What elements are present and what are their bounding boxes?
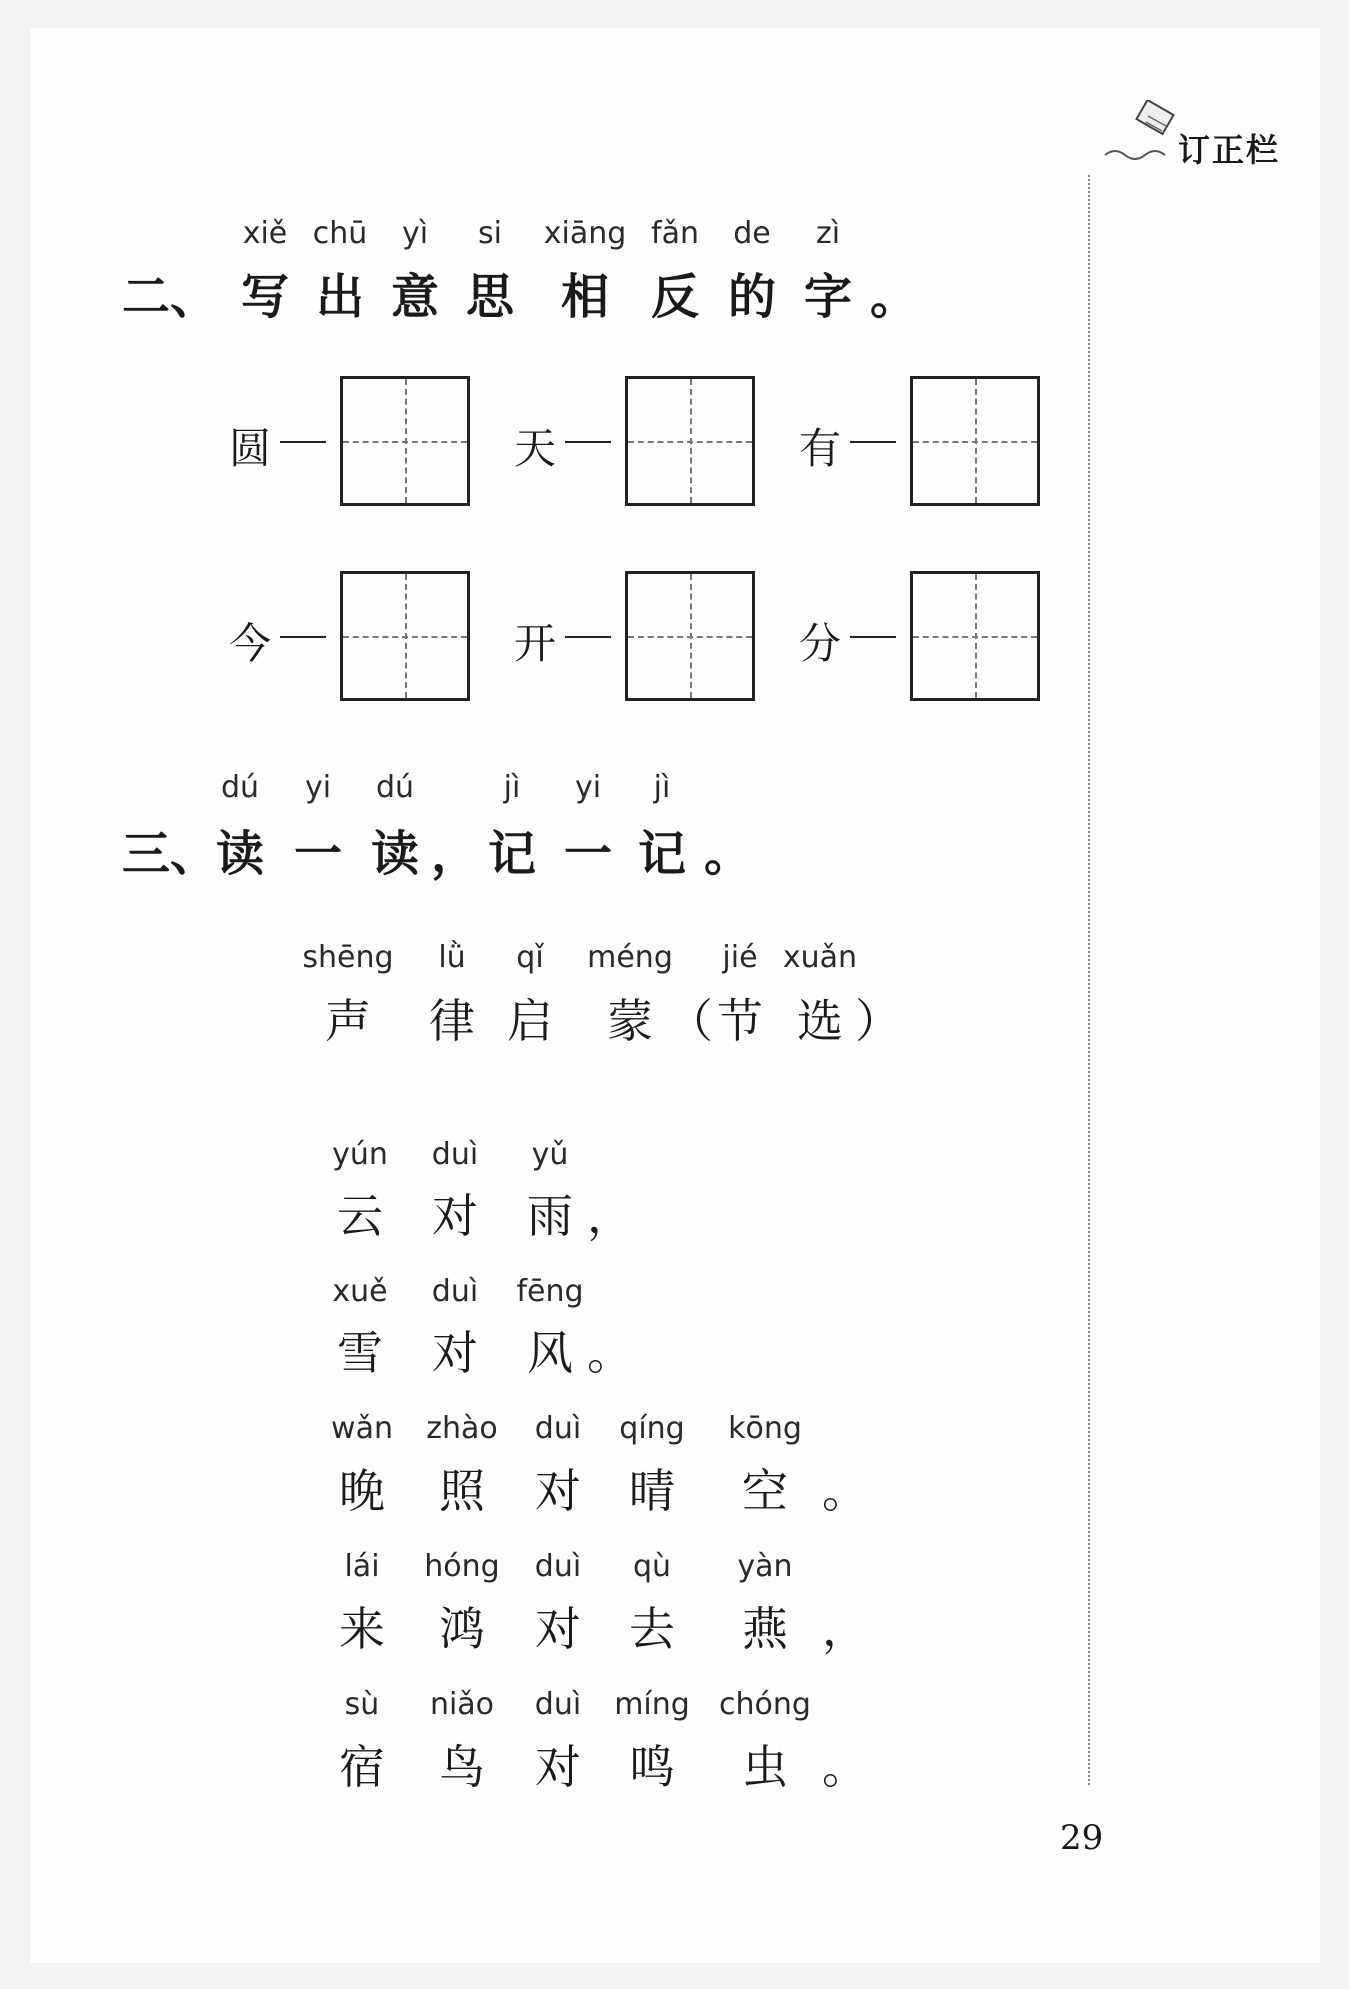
poem-line-2-pinyin: fēng [516, 1274, 584, 1309]
box-guide-horizontal [913, 636, 1037, 638]
poem-title-char: （ [667, 994, 713, 1048]
poem-line-1-pinyin: yǔ [531, 1137, 569, 1172]
section3-number: 三、 [122, 826, 219, 882]
antonym-prompt: 开 [513, 619, 556, 668]
poem-line-5-char: 鸟 [439, 1740, 485, 1794]
poem-line-4-pinyin: duì [534, 1549, 582, 1584]
section3-title-pinyin: yi [574, 770, 602, 805]
section3-title-char: 读 [215, 826, 264, 882]
correction-divider [1088, 175, 1090, 1785]
section2-title-pinyin: si [478, 216, 502, 251]
antonym-prompt: 天 [513, 424, 556, 473]
poem-line-2-pinyin: duì [431, 1274, 479, 1309]
section3-title-char: ， [430, 826, 479, 882]
section3-title-pinyin: jì [653, 770, 671, 805]
poem-line-3-char: 。 [822, 1464, 868, 1518]
section3-title-pinyin: yi [304, 770, 332, 805]
poem-line-5-char: 。 [822, 1740, 868, 1794]
section2-title-char: 的 [727, 269, 776, 325]
antonym-prompt: 圆 [228, 424, 271, 473]
section2-number: 二、 [122, 269, 219, 325]
poem-line-4-char: ， [822, 1602, 868, 1656]
poem-line-4-char: 对 [535, 1602, 581, 1656]
poem-title-pinyin: xuǎn [782, 940, 858, 975]
answer-box[interactable] [910, 376, 1040, 506]
poem-title-char: 选 [797, 994, 843, 1048]
section3-title-char: 记 [637, 826, 686, 882]
poem-line-3-char: 晚 [339, 1464, 385, 1518]
antonym-dash [850, 441, 896, 443]
poem-line-5-char: 虫 [742, 1740, 788, 1794]
section3-title-char: 一 [293, 826, 342, 882]
poem-title-char: 律 [429, 994, 475, 1048]
poem-line-4-char: 燕 [742, 1602, 788, 1656]
poem-line-2-char: 雪 [337, 1326, 383, 1380]
section3-title-pinyin: jì [503, 770, 521, 805]
section2-title-char: 出 [315, 269, 364, 325]
poem-line-3-char: 空 [742, 1464, 788, 1518]
section2-end-punct: 。 [870, 269, 919, 325]
answer-box[interactable] [340, 571, 470, 701]
section2-title-pinyin: xiāng [543, 216, 627, 251]
poem-line-5-pinyin: míng [614, 1687, 690, 1722]
poem-title-pinyin: lǜ [438, 940, 466, 975]
section3-title-char: 一 [563, 826, 612, 882]
poem-line-5-pinyin: niǎo [429, 1687, 495, 1722]
poem-line-2-char: 。 [587, 1326, 633, 1380]
poem-line-1-pinyin: duì [431, 1137, 479, 1172]
poem-line-5-char: 对 [535, 1740, 581, 1794]
answer-box[interactable] [625, 571, 755, 701]
section2-title-pinyin: chū [312, 216, 368, 251]
section2-title-pinyin: xiě [242, 216, 288, 251]
section3-title-char: 读 [370, 826, 419, 882]
antonym-prompt: 有 [798, 424, 841, 473]
poem-line-5-char: 宿 [339, 1740, 385, 1794]
poem-title-pinyin: jié [722, 940, 758, 975]
answer-box[interactable] [340, 376, 470, 506]
poem-line-4-pinyin: yàn [737, 1549, 793, 1584]
poem-line-3-pinyin: duì [534, 1411, 582, 1446]
poem-line-2-char: 对 [432, 1326, 478, 1380]
antonym-prompt: 分 [798, 619, 841, 668]
antonym-dash [280, 636, 326, 638]
poem-line-1-pinyin: yún [332, 1137, 388, 1172]
box-guide-horizontal [628, 441, 752, 443]
poem-line-4-pinyin: lái [344, 1549, 380, 1584]
poem-title-char: ） [855, 994, 901, 1048]
poem-line-3-pinyin: wǎn [331, 1411, 393, 1446]
poem-line-3-char: 对 [535, 1464, 581, 1518]
section3-title-char: 记 [487, 826, 536, 882]
poem-line-2-pinyin: xuě [332, 1274, 388, 1309]
poem-line-1-char: ， [587, 1189, 633, 1243]
section2-title-char: 反 [650, 269, 699, 325]
poem-title-char: 节 [717, 994, 763, 1048]
box-guide-horizontal [628, 636, 752, 638]
section2-title-pinyin: yì [401, 216, 429, 251]
poem-line-3-pinyin: kōng [728, 1411, 802, 1446]
poem-line-5-char: 鸣 [629, 1740, 675, 1794]
poem-line-3-char: 照 [439, 1464, 485, 1518]
antonym-prompt: 今 [228, 619, 271, 668]
antonym-dash [850, 636, 896, 638]
antonym-dash [565, 441, 611, 443]
poem-title-char: 声 [325, 994, 371, 1048]
poem-line-4-pinyin: hóng [424, 1549, 500, 1584]
poem-line-4-char: 鸿 [439, 1602, 485, 1656]
poem-title-char: 启 [507, 994, 553, 1048]
poem-line-1-char: 对 [432, 1189, 478, 1243]
poem-title-pinyin: méng [587, 940, 673, 975]
poem-line-2-char: 风 [527, 1326, 573, 1380]
box-guide-horizontal [913, 441, 1037, 443]
poem-line-4-char: 来 [339, 1602, 385, 1656]
poem-line-3-pinyin: zhào [426, 1411, 498, 1446]
poem-line-5-pinyin: duì [534, 1687, 582, 1722]
poem-line-1-char: 雨 [527, 1189, 573, 1243]
poem-line-3-char: 晴 [629, 1464, 675, 1518]
section3-title-pinyin: dú [220, 770, 260, 805]
correction-column-label: 订正栏 [1178, 131, 1281, 169]
section2-title-pinyin: zì [815, 216, 841, 251]
answer-box[interactable] [910, 571, 1040, 701]
section2-title-char: 写 [240, 269, 289, 325]
antonym-dash [565, 636, 611, 638]
section2-title-char: 意 [390, 269, 439, 325]
section2-title-char: 思 [465, 269, 514, 325]
section2-title-pinyin: de [733, 216, 771, 251]
poem-line-4-pinyin: qù [632, 1549, 672, 1584]
pencil-icon [1100, 100, 1190, 160]
poem-line-1-char: 云 [337, 1189, 383, 1243]
section2-title-pinyin: fǎn [651, 216, 699, 251]
page-number: 29 [1060, 1818, 1104, 1858]
box-guide-horizontal [343, 636, 467, 638]
section2-title-char: 字 [803, 269, 852, 325]
antonym-dash [280, 441, 326, 443]
poem-title-char: 蒙 [607, 994, 653, 1048]
section2-title-char: 相 [560, 269, 609, 325]
poem-line-3-pinyin: qíng [619, 1411, 685, 1446]
section3-title-pinyin: dú [375, 770, 415, 805]
box-guide-horizontal [343, 441, 467, 443]
poem-title-pinyin: qǐ [516, 940, 544, 975]
poem-line-4-char: 去 [629, 1602, 675, 1656]
section3-title-char: 。 [703, 826, 752, 882]
poem-line-5-pinyin: chóng [719, 1687, 811, 1722]
answer-box[interactable] [625, 376, 755, 506]
poem-title-pinyin: shēng [302, 940, 394, 975]
poem-line-5-pinyin: sù [344, 1687, 380, 1722]
